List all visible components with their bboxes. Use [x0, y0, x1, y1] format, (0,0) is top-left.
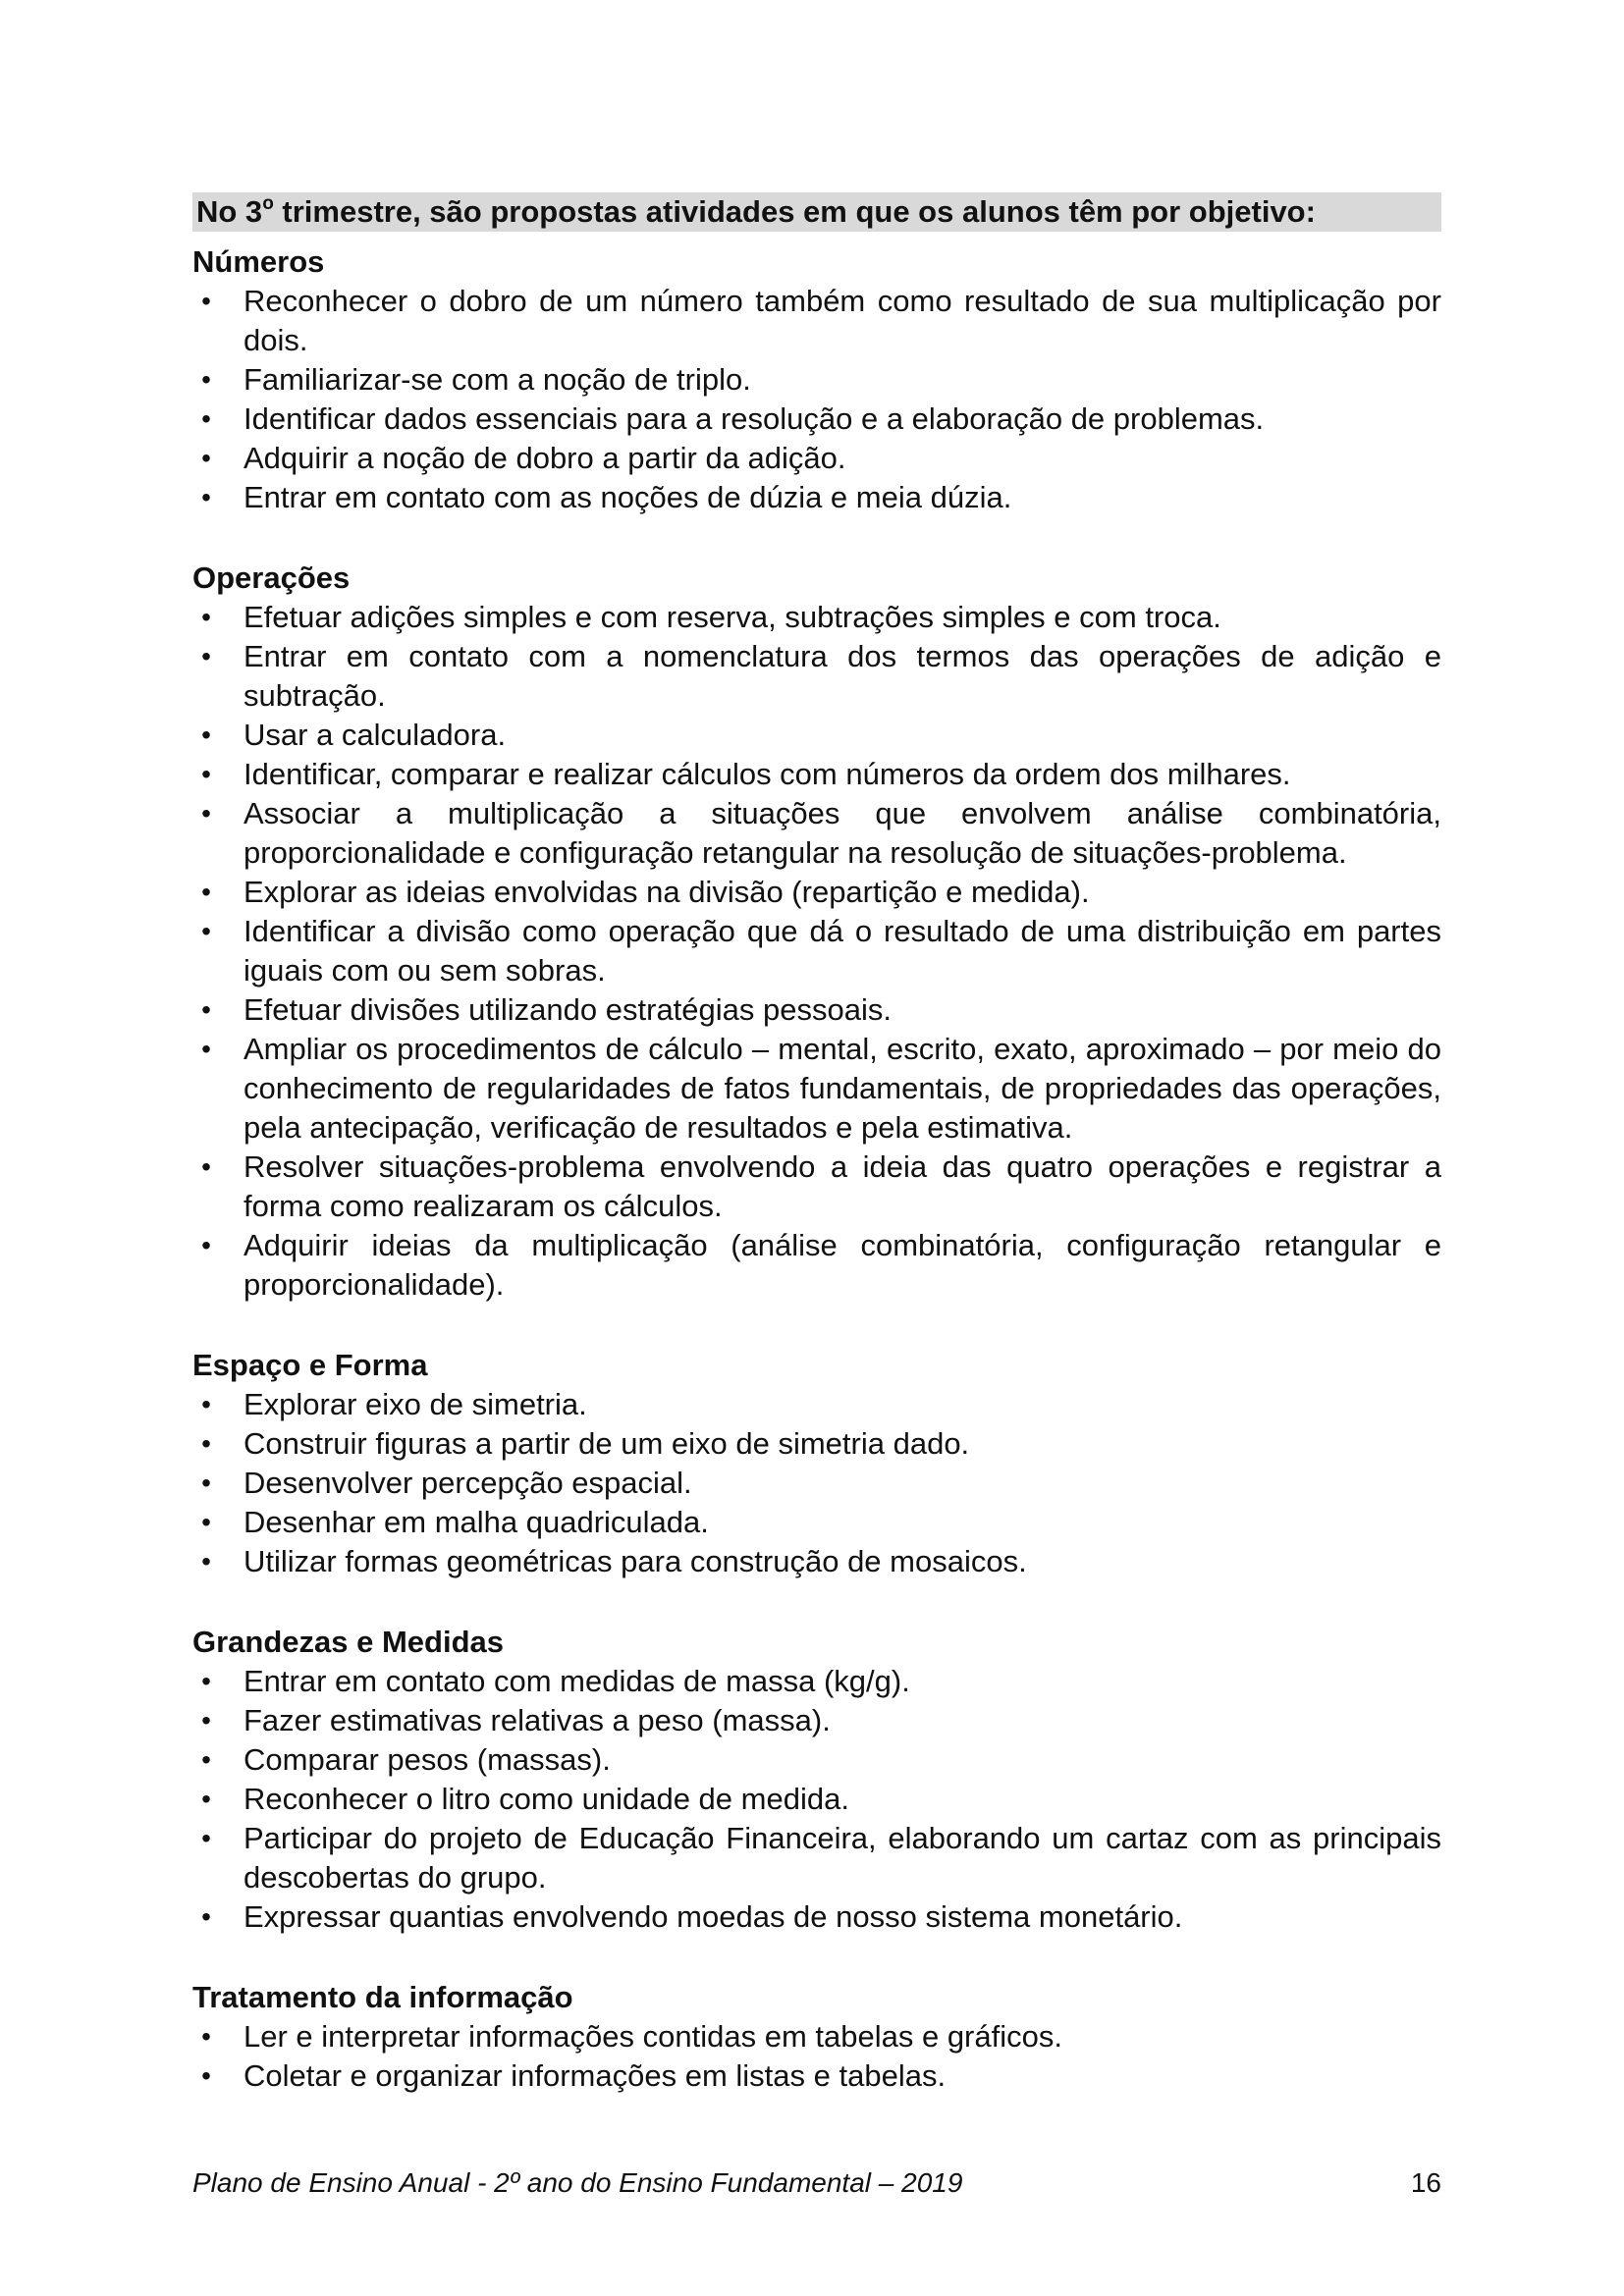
- document-page: [192, 192, 1441, 2136]
- list-item-text: Resolver situações-problema envolvendo a ideia das quatro operações e registrar a forma como realizaram os cálculos.: [244, 1149, 1441, 1223]
- bullet-icon: •: [201, 641, 211, 671]
- list-item: [192, 1030, 1441, 1148]
- bullet-icon: •: [201, 798, 211, 828]
- list-item-text: Adquirir ideias da multiplicação (análise combinatória, configuração retangular e proporcionalidade).: [244, 1228, 1441, 1302]
- bullet-icon: •: [201, 403, 211, 434]
- bullet-icon: •: [201, 1901, 211, 1932]
- bullet-icon: •: [201, 1744, 211, 1775]
- section-block: [192, 1977, 1441, 2096]
- list-item-text: Ler e interpretar informações contidas em tabelas e gráficos.: [244, 2019, 1062, 2054]
- list-item: [192, 912, 1441, 990]
- list-item-text: Reconhecer o dobro de um número também como resultado de sua multiplicação por dois.: [244, 284, 1441, 357]
- list-item-text: Entrar em contato com a nomenclatura dos termos das operações de adição e subtração.: [244, 639, 1441, 713]
- bullet-icon: •: [201, 759, 211, 789]
- list-item: [192, 1424, 1441, 1464]
- bullet-icon: •: [201, 877, 211, 907]
- bullet-icon: •: [201, 482, 211, 512]
- list-item: [192, 598, 1441, 637]
- list-item: [192, 1819, 1441, 1897]
- section-block: [192, 558, 1441, 1305]
- objectives-list: [192, 1385, 1441, 1581]
- list-item: [192, 755, 1441, 794]
- bullet-icon: •: [201, 2021, 211, 2052]
- list-item-text: Identificar, comparar e realizar cálculos com números da ordem dos milhares.: [244, 757, 1291, 791]
- page-number: 16: [1410, 2167, 1441, 2198]
- objectives-list: [192, 282, 1441, 517]
- bullet-icon: •: [201, 1468, 211, 1498]
- list-item-text: Efetuar divisões utilizando estratégias pessoais.: [244, 992, 892, 1027]
- section-title: Espaço e Forma: [192, 1348, 428, 1382]
- section-block: [192, 241, 1441, 517]
- bullet-icon: •: [201, 1034, 211, 1064]
- list-item-text: Familiarizar-se com a noção de triplo.: [244, 362, 751, 397]
- list-item: [192, 794, 1441, 873]
- bullet-icon: •: [201, 1546, 211, 1576]
- bullet-icon: •: [201, 1705, 211, 1735]
- objectives-list: [192, 2017, 1441, 2096]
- bullet-icon: •: [201, 364, 211, 395]
- footer-text: Plano de Ensino Anual - 2º ano do Ensino Fundamental – 2019: [192, 2167, 963, 2198]
- list-item: [192, 1897, 1441, 1937]
- objectives-list: [192, 1662, 1441, 1937]
- bullet-icon: •: [201, 1823, 211, 1853]
- bullet-icon: •: [201, 2060, 211, 2091]
- banner-prefix: No 3: [196, 194, 263, 229]
- list-item: [192, 2017, 1441, 2056]
- list-item: [192, 282, 1441, 360]
- section-title: Tratamento da informação: [192, 1980, 573, 2014]
- list-item-text: Identificar dados essenciais para a resolução e a elaboração de problemas.: [244, 401, 1265, 436]
- list-item: [192, 873, 1441, 912]
- bullet-icon: •: [201, 1784, 211, 1814]
- bullet-icon: •: [201, 916, 211, 946]
- list-item: [192, 439, 1441, 478]
- list-item: [192, 1503, 1441, 1542]
- bullet-icon: •: [201, 602, 211, 632]
- list-item-text: Expressar quantias envolvendo moedas de nosso sistema monetário.: [244, 1899, 1183, 1934]
- list-item: [192, 1542, 1441, 1581]
- bullet-icon: •: [201, 994, 211, 1025]
- list-item-text: Entrar em contato com medidas de massa (kg/g).: [244, 1664, 910, 1698]
- bullet-icon: •: [201, 1507, 211, 1537]
- trimester-banner: [192, 192, 1441, 232]
- list-item-text: Construir figuras a partir de um eixo de simetria dado.: [244, 1426, 970, 1461]
- list-item-text: Participar do projeto de Educação Financeira, elaborando um cartaz com as principais descobertas do grupo.: [244, 1821, 1441, 1895]
- objectives-list: [192, 598, 1441, 1305]
- list-item-text: Entrar em contato com as noções de dúzia e meia dúzia.: [244, 480, 1012, 514]
- list-item-text: Explorar eixo de simetria.: [244, 1387, 587, 1421]
- bullet-icon: •: [201, 1389, 211, 1419]
- bullet-icon: •: [201, 1230, 211, 1260]
- section-title: Operações: [192, 561, 351, 595]
- bullet-icon: •: [201, 443, 211, 473]
- list-item-text: Comparar pesos (massas).: [244, 1742, 611, 1777]
- list-item: [192, 1740, 1441, 1780]
- objectives-sections: [192, 241, 1441, 2096]
- banner-suffix: trimestre, são propostas atividades em que os alunos têm por objetivo:: [273, 194, 1316, 229]
- list-item: [192, 400, 1441, 439]
- list-item-text: Ampliar os procedimentos de cálculo – mental, escrito, exato, aproximado – por meio do conhecimento de regularidades de fatos fundamentais, de propriedades das operações, pela antecipação, verificação de resultados e pela estimativa.: [244, 1032, 1441, 1145]
- list-item: [192, 1662, 1441, 1701]
- section-title: Grandezas e Medidas: [192, 1625, 505, 1659]
- list-item-text: Associar a multiplicação a situações que envolvem análise combinatória, proporcionalidade e configuração retangular na resolução de situações-problema.: [244, 796, 1441, 870]
- list-item: [192, 1701, 1441, 1740]
- list-item: [192, 1780, 1441, 1819]
- bullet-icon: •: [201, 1428, 211, 1459]
- bullet-icon: •: [201, 1666, 211, 1696]
- list-item: [192, 990, 1441, 1030]
- list-item-text: Utilizar formas geométricas para construção de mosaicos.: [244, 1544, 1027, 1578]
- list-item: [192, 637, 1441, 716]
- page-footer: [192, 2166, 1441, 2200]
- section-block: [192, 1345, 1441, 1581]
- list-item-text: Efetuar adições simples e com reserva, subtrações simples e com troca.: [244, 600, 1221, 634]
- list-item-text: Usar a calculadora.: [244, 718, 507, 752]
- list-item-text: Desenhar em malha quadriculada.: [244, 1505, 709, 1539]
- list-item: [192, 1385, 1441, 1424]
- list-item-text: Explorar as ideias envolvidas na divisão (repartição e medida).: [244, 875, 1090, 909]
- list-item-text: Fazer estimativas relativas a peso (massa).: [244, 1703, 831, 1737]
- banner-ordinal: o: [262, 192, 274, 214]
- list-item-text: Reconhecer o litro como unidade de medida.: [244, 1782, 849, 1816]
- section-title: Números: [192, 244, 325, 279]
- list-item: [192, 1148, 1441, 1226]
- list-item: [192, 1226, 1441, 1305]
- list-item: [192, 1464, 1441, 1503]
- list-item: [192, 360, 1441, 400]
- list-item: [192, 478, 1441, 517]
- section-block: [192, 1622, 1441, 1937]
- bullet-icon: •: [201, 286, 211, 316]
- list-item-text: Adquirir a noção de dobro a partir da adição.: [244, 441, 846, 475]
- bullet-icon: •: [201, 720, 211, 750]
- list-item-text: Desenvolver percepção espacial.: [244, 1466, 692, 1500]
- list-item-text: Identificar a divisão como operação que dá o resultado de uma distribuição em partes iguais com ou sem sobras.: [244, 914, 1441, 988]
- list-item: [192, 2056, 1441, 2096]
- list-item-text: Coletar e organizar informações em listas e tabelas.: [244, 2058, 947, 2093]
- bullet-icon: •: [201, 1151, 211, 1182]
- list-item: [192, 716, 1441, 755]
